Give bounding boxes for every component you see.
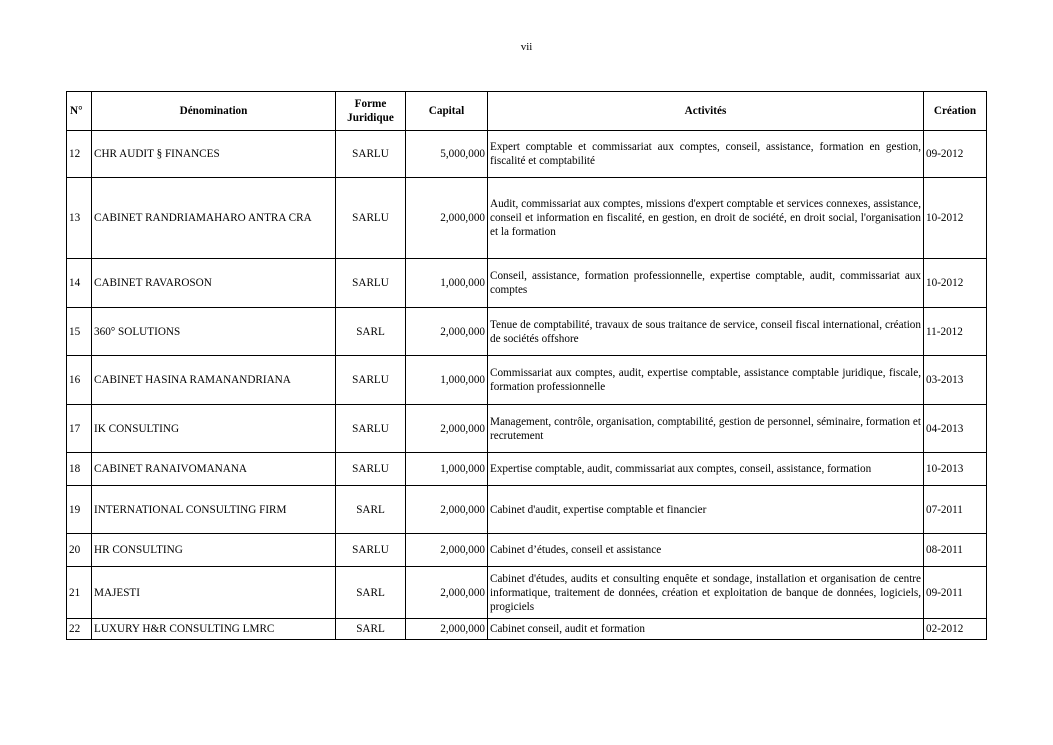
table-row: [67, 486, 987, 534]
table-row: [67, 405, 987, 453]
row-activites: Cabinet d'audit, expertise comptable et financier: [488, 486, 924, 534]
row-capital: 2,000,000: [406, 308, 488, 356]
row-forme-juridique: SARL: [336, 567, 406, 619]
row-num: 17: [67, 405, 92, 453]
row-num: 14: [67, 259, 92, 308]
row-activites: Conseil, assistance, formation professionnelle, expertise comptable, audit, commissariat aux comptes: [488, 259, 924, 308]
table-row: [67, 131, 987, 178]
row-num: 19: [67, 486, 92, 534]
row-creation: 09-2011: [924, 567, 987, 619]
row-activites: Expertise comptable, audit, commissariat aux comptes, conseil, assistance, formation: [488, 453, 924, 486]
row-num: 21: [67, 567, 92, 619]
table-row: [67, 534, 987, 567]
row-creation: 11-2012: [924, 308, 987, 356]
row-denomination: CABINET RANAIVOMANANA: [92, 453, 336, 486]
table-row: [67, 619, 987, 640]
row-capital: 5,000,000: [406, 131, 488, 178]
row-denomination: CABINET RANDRIAMAHARO ANTRA CRA: [92, 178, 336, 259]
companies-table: [66, 91, 987, 640]
row-creation: 10-2013: [924, 453, 987, 486]
row-forme-juridique: SARLU: [336, 259, 406, 308]
table-row: [67, 567, 987, 619]
row-num: 12: [67, 131, 92, 178]
row-denomination: INTERNATIONAL CONSULTING FIRM: [92, 486, 336, 534]
row-denomination: HR CONSULTING: [92, 534, 336, 567]
row-capital: 2,000,000: [406, 178, 488, 259]
row-capital: 2,000,000: [406, 534, 488, 567]
table-row: [67, 308, 987, 356]
row-forme-juridique: SARL: [336, 486, 406, 534]
row-denomination: 360° SOLUTIONS: [92, 308, 336, 356]
row-forme-juridique: SARL: [336, 308, 406, 356]
row-activites: Management, contrôle, organisation, comptabilité, gestion de personnel, séminaire, formation et recrutement: [488, 405, 924, 453]
row-forme-juridique: SARLU: [336, 534, 406, 567]
header-activites: Activités: [488, 92, 924, 131]
row-denomination: CABINET HASINA RAMANANDRIANA: [92, 356, 336, 405]
header-denomination: Dénomination: [92, 92, 336, 131]
row-num: 22: [67, 619, 92, 640]
page-number: vii: [520, 41, 533, 53]
table-row: [67, 356, 987, 405]
row-denomination: CABINET RAVAROSON: [92, 259, 336, 308]
row-activites: Cabinet conseil, audit et formation: [488, 619, 924, 640]
row-forme-juridique: SARLU: [336, 405, 406, 453]
row-activites: Audit, commissariat aux comptes, missions d'expert comptable et services connexes, assistance, conseil et information en fiscalité, en gestion, en droit de société, en droit social, l'organisation et la formation: [488, 178, 924, 259]
row-capital: 2,000,000: [406, 486, 488, 534]
row-forme-juridique: SARLU: [336, 131, 406, 178]
row-activites: Cabinet d'études, audits et consulting enquête et sondage, installation et organisation de centre informatique, traitement de données, création et exploitation de banque de données, logiciels, progiciels: [488, 567, 924, 619]
header-num: N°: [67, 92, 92, 131]
table-row: [67, 259, 987, 308]
row-creation: 08-2011: [924, 534, 987, 567]
row-activites: Expert comptable et commissariat aux comptes, conseil, assistance, formation en gestion, fiscalité et comptabilité: [488, 131, 924, 178]
table-header-row: [67, 92, 987, 131]
row-creation: 10-2012: [924, 178, 987, 259]
row-creation: 07-2011: [924, 486, 987, 534]
row-forme-juridique: SARLU: [336, 178, 406, 259]
row-forme-juridique: SARL: [336, 619, 406, 640]
row-creation: 03-2013: [924, 356, 987, 405]
row-capital: 1,000,000: [406, 259, 488, 308]
row-capital: 2,000,000: [406, 405, 488, 453]
row-denomination: IK CONSULTING: [92, 405, 336, 453]
header-forme-juridique: Forme Juridique: [336, 92, 406, 131]
table-row: [67, 178, 987, 259]
header-creation: Création: [924, 92, 987, 131]
row-num: 13: [67, 178, 92, 259]
row-creation: 10-2012: [924, 259, 987, 308]
row-activites: Cabinet d’études, conseil et assistance: [488, 534, 924, 567]
row-activites: Tenue de comptabilité, travaux de sous traitance de service, conseil fiscal international, création de sociétés offshore: [488, 308, 924, 356]
row-forme-juridique: SARLU: [336, 453, 406, 486]
row-capital: 1,000,000: [406, 356, 488, 405]
row-creation: 09-2012: [924, 131, 987, 178]
row-capital: 1,000,000: [406, 453, 488, 486]
row-capital: 2,000,000: [406, 619, 488, 640]
row-num: 18: [67, 453, 92, 486]
table-row: [67, 453, 987, 486]
row-num: 16: [67, 356, 92, 405]
row-num: 15: [67, 308, 92, 356]
row-denomination: MAJESTI: [92, 567, 336, 619]
row-num: 20: [67, 534, 92, 567]
row-capital: 2,000,000: [406, 567, 488, 619]
row-creation: 02-2012: [924, 619, 987, 640]
row-forme-juridique: SARLU: [336, 356, 406, 405]
row-activites: Commissariat aux comptes, audit, expertise comptable, assistance comptable juridique, fiscale, formation professionnelle: [488, 356, 924, 405]
row-denomination: LUXURY H&R CONSULTING LMRC: [92, 619, 336, 640]
row-creation: 04-2013: [924, 405, 987, 453]
header-capital: Capital: [406, 92, 488, 131]
row-denomination: CHR AUDIT § FINANCES: [92, 131, 336, 178]
